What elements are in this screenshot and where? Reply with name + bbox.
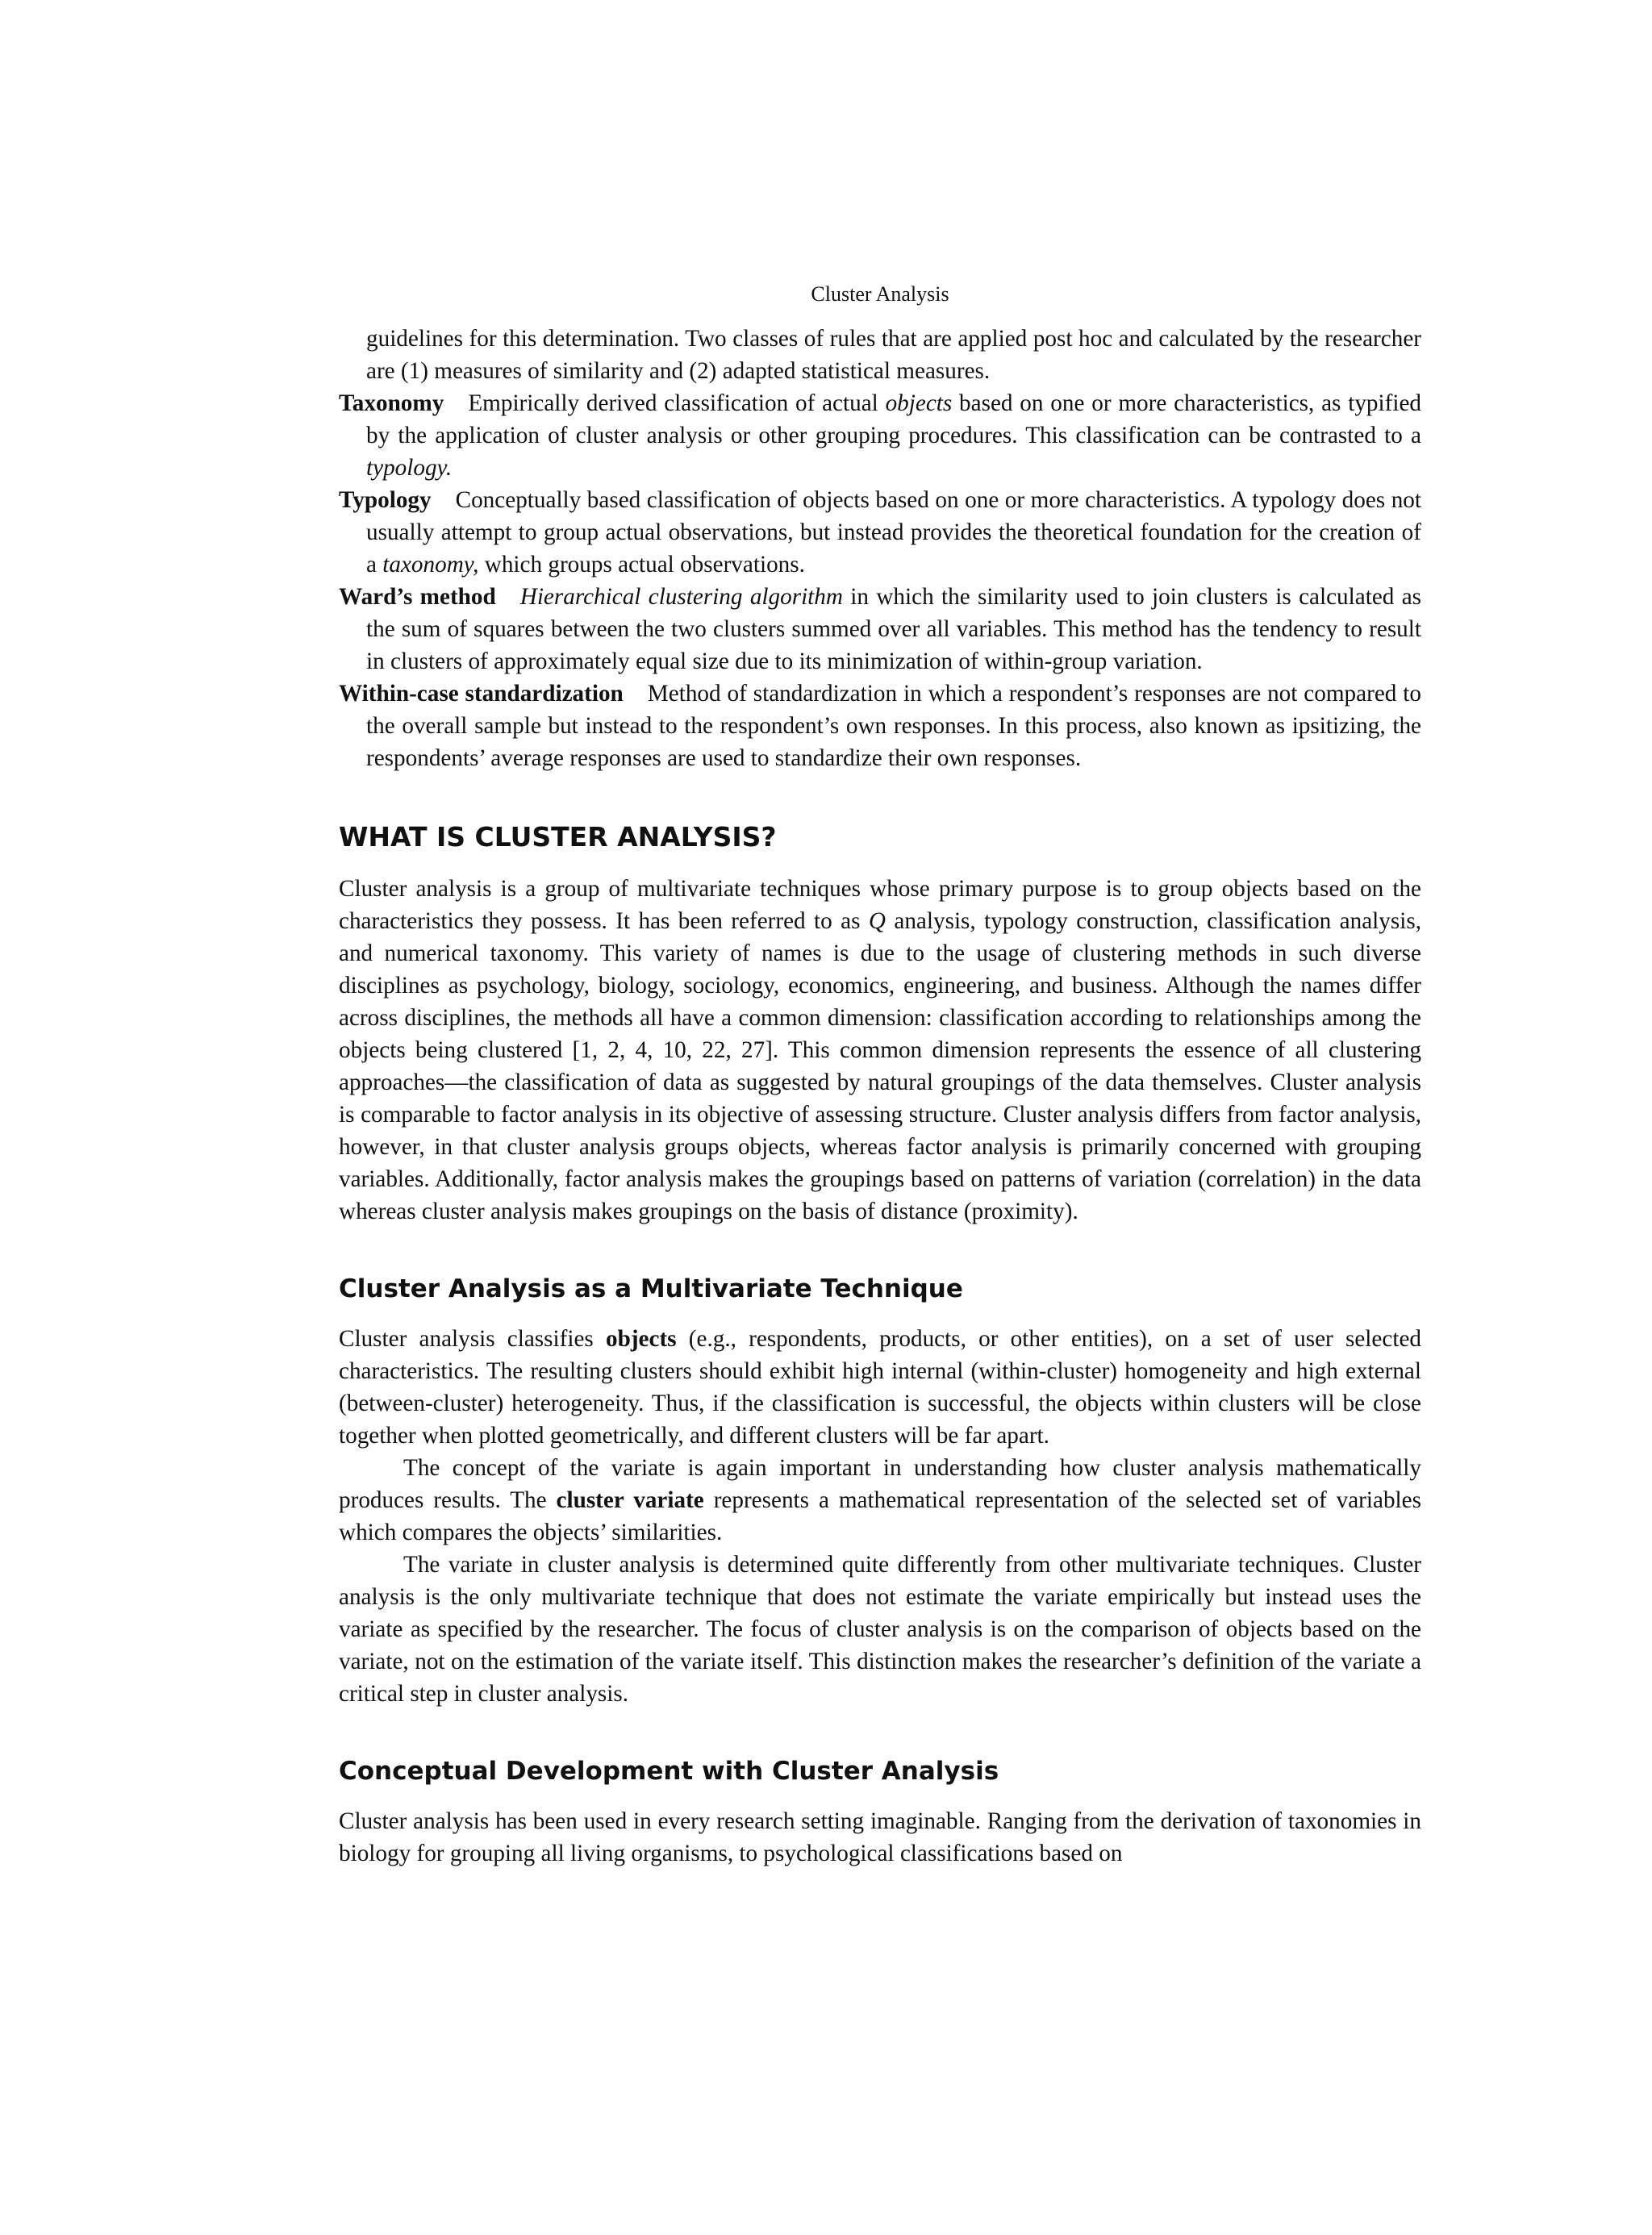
paragraph [339,1452,1421,1549]
glossary-term: Typology [339,487,432,513]
paragraph-text: Cluster analysis is a group of multivariate techniques whose primary purpose is to group objects based on the characteristics they possess. It has been referred to as [339,876,1421,934]
definition-text: Conceptually based classification of objects based on one or more characteristics. A typology does not usually attempt to group actual observations, but instead provides the theoretical foundation for the creation of a [366,487,1421,578]
paragraph-text: (e.g., respondents, products, or other entities), on a set of user selected characteristics. The resulting clusters should exhibit high internal (within-cluster) homogeneity and high external (between-cluster) heterogeneity. Thus, if the classification is successful, the objects within clusters will be close together when plotted geometrically, and different clusters will be far apart. [339,1326,1421,1449]
emphasis-text: Hierarchical clustering algorithm [519,584,843,610]
paragraph: The variate in cluster analysis is determined quite differently from other multivariate techniques. Cluster analysis is the only multivariate technique that does not estimate the variate empirically but instead uses the variate as specified by the researcher. The focus of cluster analysis is on the comparison of objects based on the variate, not on the estimation of the variate itself. This distinction makes the researcher’s definition of the variate a critical step in cluster analysis. [339,1552,1421,1707]
section-heading-what-is-cluster-analysis: WHAT IS CLUSTER ANALYSIS? [339,821,777,853]
glossary-entry-typology [339,484,1421,581]
emphasis-text: Q [868,908,886,934]
paragraph-text: represents a mathematical representation of the selected set of variables which compares the objects’ similarities. [339,1487,1421,1545]
glossary-entry-wards-method [339,581,1421,678]
bold-term: cluster variate [556,1487,704,1513]
emphasis-text: objects [885,390,953,416]
running-head: Cluster Analysis [811,282,949,306]
glossary-entry-within-case-standardization [339,678,1421,774]
glossary-entry-taxonomy [339,387,1421,484]
paragraph-text: The concept of the variate is again important in understanding how cluster analysis mathematically produces results. The [339,1455,1421,1513]
definition-text: Method of standardization in which a respondent’s responses are not compared to the overall sample but instead to the respondent’s own responses. In this process, also known as ipsitizing, the respondents’ average responses are used to standardize their own responses. [366,681,1421,771]
definition-text: based on one or more characteristics, as typified by the application of cluster analysis or other grouping procedures. This classification can be contrasted to a [366,390,1421,448]
definition-text: in which the similarity used to join clusters is calculated as the sum of squares between the two clusters summed over all variables. This method has the tendency to result in clusters of approximately equal size due to its minimization of within-group variation. [366,584,1422,674]
document-page [339,282,1421,1870]
paragraph [339,1323,1421,1452]
paragraph-text: analysis, typology construction, classification analysis, and numerical taxonomy. This variety of names is due to the usage of clustering methods in such diverse disciplines as psychology, biology, sociology, economics, engineering, and business. Although the names differ across disciplines, the methods all have a common dimension: classification according to relationships among the objects being clustered [1, 2, 4, 10, 22, 27]. This common dimension represents the essence of all clustering approaches—the classification of data as suggested by natural groupings of the data themselves. Cluster analysis is comparable to factor analysis in its objective of assessing structure. Cluster analysis differs from factor analysis, however, in that cluster analysis groups objects, whereas factor analysis is primarily concerned with grouping variables. Additionally, factor analysis makes the groupings based on patterns of variation (correlation) in the data whereas cluster analysis makes groupings on the basis of distance (proximity). [339,908,1422,1224]
section-heading-conceptual-development: Conceptual Development with Cluster Analysis [339,1757,999,1786]
section-heading-multivariate-technique: Cluster Analysis as a Multivariate Technique [339,1274,963,1303]
definition-text: which groups actual observations. [478,552,805,578]
paragraph: Cluster analysis has been used in every research setting imaginable. Ranging from the derivation of taxonomies in biology for grouping all living organisms, to psychological classifications based on [339,1808,1421,1866]
paragraph [339,873,1421,1228]
glossary-term: Taxonomy [339,390,444,416]
bold-term: objects [606,1326,677,1352]
emphasis-text: taxonomy, [382,552,479,578]
glossary-carryover: guidelines for this determination. Two classes of rules that are applied post hoc and calculated by the researcher are (1) measures of similarity and (2) adapted statistical measures. [366,326,1421,384]
glossary-term: Within-case standardization [339,681,624,707]
definition-text: Empirically derived classification of actual [468,390,886,416]
emphasis-text: typology. [366,455,453,481]
glossary-term: Ward’s method [339,584,496,610]
paragraph-text: Cluster analysis classifies [339,1326,606,1352]
